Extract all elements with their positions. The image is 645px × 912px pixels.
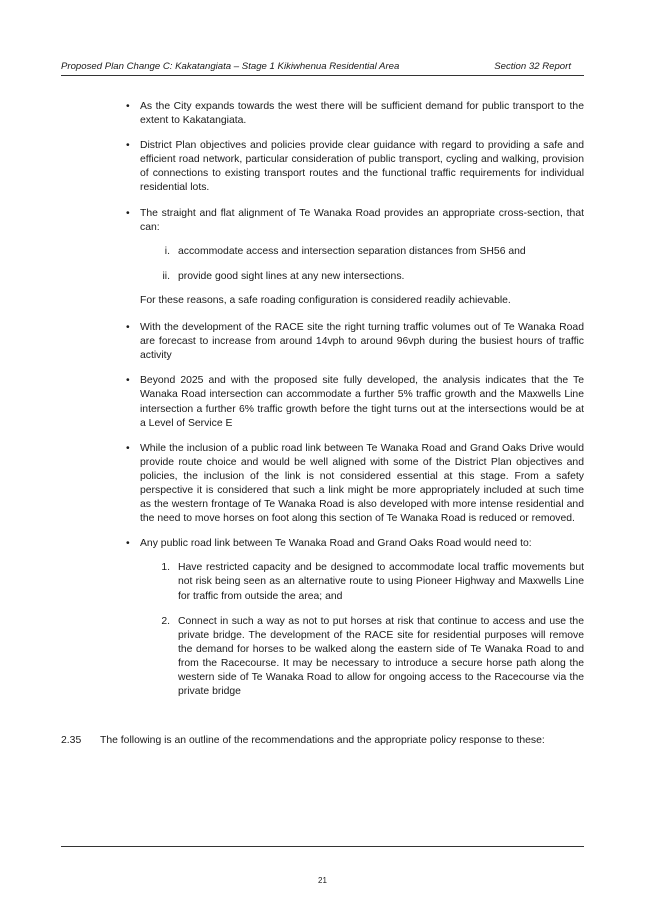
bullet-item: [126, 442, 584, 527]
roman-item: [140, 270, 584, 284]
paragraph-2-35: [61, 734, 584, 748]
page-header: [61, 61, 571, 75]
item-number: 2.: [161, 615, 170, 627]
roman-text: provide good sight lines at any new intersections.: [178, 270, 405, 282]
bullet-text: District Plan objectives and policies provide clear guidance with regard to providing a safe and efficient road network, particular consideration of public transport, cycling and walking, provision of connections to existing transport routes and the functional traffic requirements for individual residential lots.: [140, 140, 584, 194]
bullet-icon: •: [126, 101, 130, 112]
footer-divider: [61, 846, 584, 847]
bullet-icon: •: [126, 207, 130, 219]
bullet-text: As the City expands towards the west there will be sufficient demand for public transport to the extent to Kakatangiata.: [140, 101, 584, 127]
page-number: 21: [318, 876, 327, 885]
safe-roading-note: For these reasons, a safe roading configuration is considered readily achievable.: [140, 294, 511, 306]
section-label: Section 32 Report: [494, 61, 571, 72]
header-divider: [61, 75, 584, 76]
main-content: [126, 100, 584, 709]
bullet-item: [126, 207, 584, 235]
bullet-icon: •: [126, 442, 130, 454]
bullet-text: Any public road link between Te Wanaka Road and Grand Oaks Road would need to:: [140, 538, 532, 550]
bullet-text: While the inclusion of a public road link between Te Wanaka Road and Grand Oaks Drive would provide route choice and would be well aligned with some of the District Plan objectives and policies, the inclusion of the link is not considered essential at this stage. From a safety perspective it is considered that such a link might be more appropriately included at such time as the western frontage of Te Wanaka Road is also developed with more intense residential and the need to move horses on foot along this section of Te Wanaka Road is reduced or removed.: [140, 442, 584, 525]
bullet-icon: •: [126, 375, 130, 387]
numbered-item: [140, 615, 584, 700]
bullet-icon: •: [126, 140, 130, 152]
bullet-icon: •: [126, 538, 130, 550]
paragraph-text: The following is an outline of the recommendations and the appropriate policy response to these:: [100, 735, 545, 746]
bullet-item: [126, 374, 584, 430]
bullet-text: With the development of the RACE site the right turning traffic volumes out of Te Wanaka Road are forecast to increase from around 14vph to around 96vph during the busiest hours of traffic activity: [140, 322, 584, 362]
item-number: 1.: [161, 562, 170, 574]
document-title: Proposed Plan Change C: Kakatangiata – Stage 1 Kikiwhenua Residential Area: [61, 61, 400, 72]
bullet-item: [126, 100, 584, 128]
item-text: Have restricted capacity and be designed to accommodate local traffic movements but not risk being seen as an alternative route to using Pioneer Highway and Maxwells Line for traffic from outside the area; and: [178, 562, 584, 602]
bullet-item: [126, 139, 584, 195]
roman-item: [140, 245, 584, 259]
numbered-list: [140, 561, 584, 699]
item-text: Connect in such a way as not to put horses at risk that continue to access and use the private bridge. The development of the RACE site for residential purposes will remove the demand for horses to be walked along the eastern side of Te Wanaka Road to and from the Racecourse. It may be necessary to introduce a secure horse path along the western side of Te Wanaka Road to allow for ongoing access to the Racecourse via the private bridge: [178, 615, 584, 698]
bullet-item: [126, 321, 584, 363]
bullet-text: Beyond 2025 and with the proposed site fully developed, the analysis indicates that the Te Wanaka Road intersection can accommodate a further 5% traffic growth and the Maxwells Line intersection a further 6% traffic growth before the tight turns out at the intersections would be at a Level of Service E: [140, 375, 584, 429]
roman-list: [140, 245, 584, 284]
bullet-item: [126, 537, 584, 551]
bullet-icon: •: [126, 322, 130, 334]
roman-number: ii.: [162, 270, 170, 282]
roman-text: accommodate access and intersection separation distances from SH56 and: [178, 245, 526, 257]
numbered-item: [140, 561, 584, 603]
paragraph-number: 2.35: [61, 735, 82, 746]
bullet-text: The straight and flat alignment of Te Wanaka Road provides an appropriate cross-section, that can:: [140, 207, 584, 233]
roman-number: i.: [164, 245, 170, 257]
